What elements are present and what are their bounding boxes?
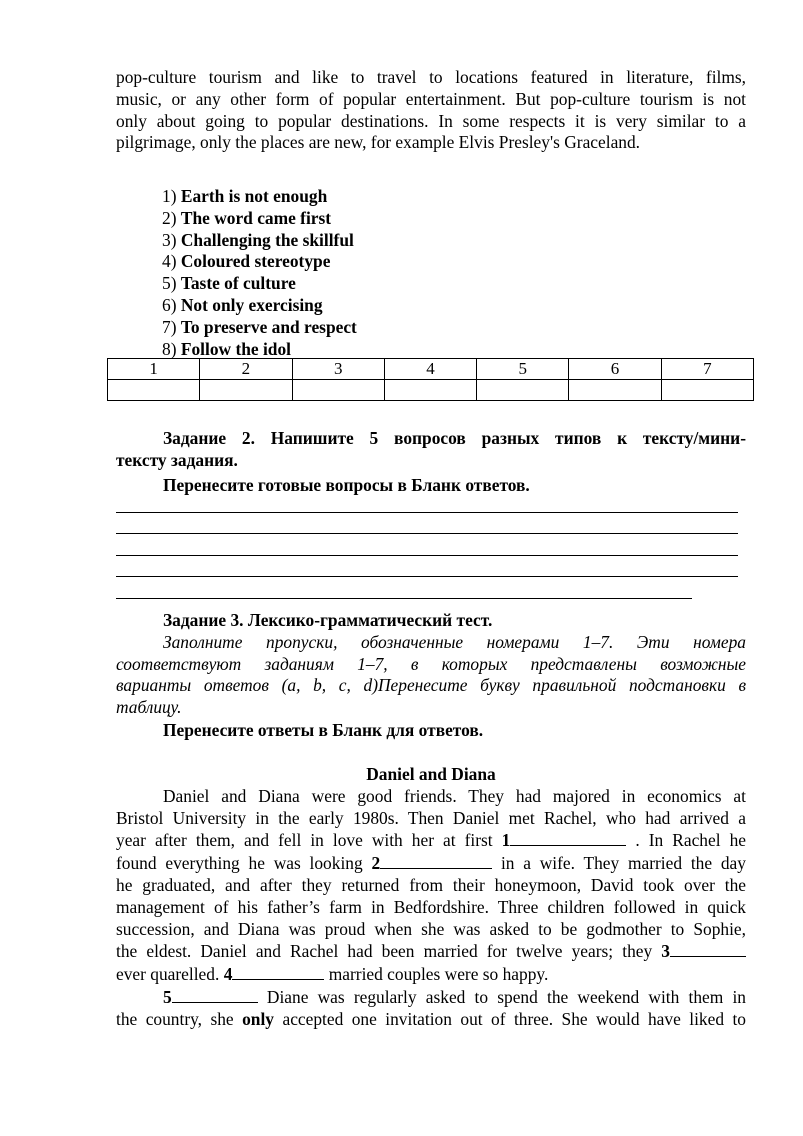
task3-transfer: Перенесите ответы в Бланк для ответов.	[163, 719, 484, 740]
task2-transfer: Перенесите готовые вопросы в Бланк ответов.	[163, 474, 530, 495]
table-header-row	[108, 359, 754, 380]
story-line: management of his father’s farm in Bedfordshire. Three children followed in quick	[116, 896, 746, 917]
story-line: the eldest. Daniel and Rachel had been married for twelve years; they 3	[116, 940, 746, 963]
answer-cell[interactable]	[661, 380, 753, 401]
answer-line[interactable]	[116, 598, 692, 599]
answer-line[interactable]	[116, 533, 738, 534]
task3-instruction: таблицу.	[116, 697, 182, 718]
answer-cell[interactable]	[292, 380, 384, 401]
story-line: succession, and Diana was proud when she was asked to be godmother to Sophie,	[116, 918, 746, 939]
story-line: ever quarelled. 4 married couples were so happy.	[116, 964, 549, 985]
table-header-cell: 2	[200, 359, 292, 380]
task3-instruction: варианты ответов (a, b, c, d)Перенесите букву правильной подстановки в	[116, 675, 746, 696]
emphasis-word: only	[242, 1008, 275, 1029]
list-item: 7) To preserve and respect	[162, 316, 357, 337]
answer-table	[107, 358, 754, 401]
answer-line[interactable]	[116, 512, 738, 513]
task2-title: Задание 2. Напишите 5 вопросов разных типов к тексту/мини-	[163, 428, 746, 448]
story-title: Daniel and Diana	[366, 764, 496, 784]
task3-instruction: соответствуют заданиям 1–7, в которых представлены возможные	[116, 653, 746, 674]
intro-line: only about going to popular destinations. In some respects it is very similar to a	[116, 110, 746, 131]
table-header-cell: 6	[569, 359, 661, 380]
list-item: 2) The word came first	[162, 207, 332, 228]
task3-instruction: Заполните пропуски, обозначенные номерами 1–7. Эти номера	[163, 631, 746, 652]
gap-blank[interactable]	[510, 829, 626, 846]
table-header-cell: 7	[661, 359, 753, 380]
story-block	[116, 764, 746, 1031]
answer-cell[interactable]	[200, 380, 292, 401]
gap-blank[interactable]	[670, 940, 746, 957]
story-line: Bristol University in the early 1980s. Then Daniel met Rachel, who had arrived a	[116, 807, 746, 828]
answer-cell[interactable]	[477, 380, 569, 401]
intro-line: music, or any other form of popular entertainment. But pop-culture tourism is not	[116, 88, 746, 109]
story-line: the country, she only accepted one invitation out of three. She would have liked to	[116, 1008, 746, 1029]
intro-line: pop-culture tourism and like to travel to locations featured in literature, films,	[116, 67, 746, 87]
gap-number: 3	[661, 941, 670, 962]
answer-cell[interactable]	[569, 380, 661, 401]
answer-cell[interactable]	[108, 380, 200, 401]
task2-title-cont: тексту задания.	[116, 449, 238, 470]
list-item: 3) Challenging the skillful	[162, 229, 354, 250]
table-header-cell: 4	[384, 359, 476, 380]
story-line: Daniel and Diana were good friends. They had majored in economics at	[163, 785, 746, 806]
gap-number: 1	[501, 830, 511, 851]
task3-title: Задание 3. Лексико-грамматический тест.	[163, 610, 493, 630]
table-header-cell: 5	[477, 359, 569, 380]
table-answer-row	[108, 380, 754, 401]
story-line: 5 Diane was regularly asked to spend the weekend with them in	[163, 986, 746, 1007]
intro-paragraph	[116, 67, 746, 154]
story-line: year after them, and fell in love with her at first 1 . In Rachel he	[116, 830, 746, 851]
gap-number: 4	[223, 964, 233, 985]
gap-number: 2	[371, 853, 381, 874]
list-item: 4) Coloured stereotype	[162, 251, 331, 272]
answer-cell[interactable]	[384, 380, 476, 401]
list-item: 1) Earth is not enough	[162, 186, 328, 206]
list-item: 5) Taste of culture	[162, 273, 296, 294]
gap-blank[interactable]	[232, 963, 324, 980]
gap-blank[interactable]	[172, 986, 258, 1003]
task3-block	[116, 610, 746, 742]
answer-line[interactable]	[116, 555, 738, 556]
gap-number: 5	[163, 986, 172, 1007]
story-line: found everything he was looking 2 in a wife. They married the day	[116, 853, 746, 874]
story-line: he graduated, and after they returned from their honeymoon, David took over the	[116, 874, 746, 895]
list-item: 8) Follow the idol	[162, 338, 292, 359]
answer-line[interactable]	[116, 576, 738, 577]
intro-line: pilgrimage, only the places are new, for example Elvis Presley's Graceland.	[116, 132, 641, 153]
gap-blank[interactable]	[380, 852, 492, 869]
table-header-cell: 1	[108, 359, 200, 380]
headings-list	[162, 186, 357, 360]
task2-block	[116, 428, 746, 496]
table-header-cell: 3	[292, 359, 384, 380]
list-item: 6) Not only exercising	[162, 294, 323, 315]
